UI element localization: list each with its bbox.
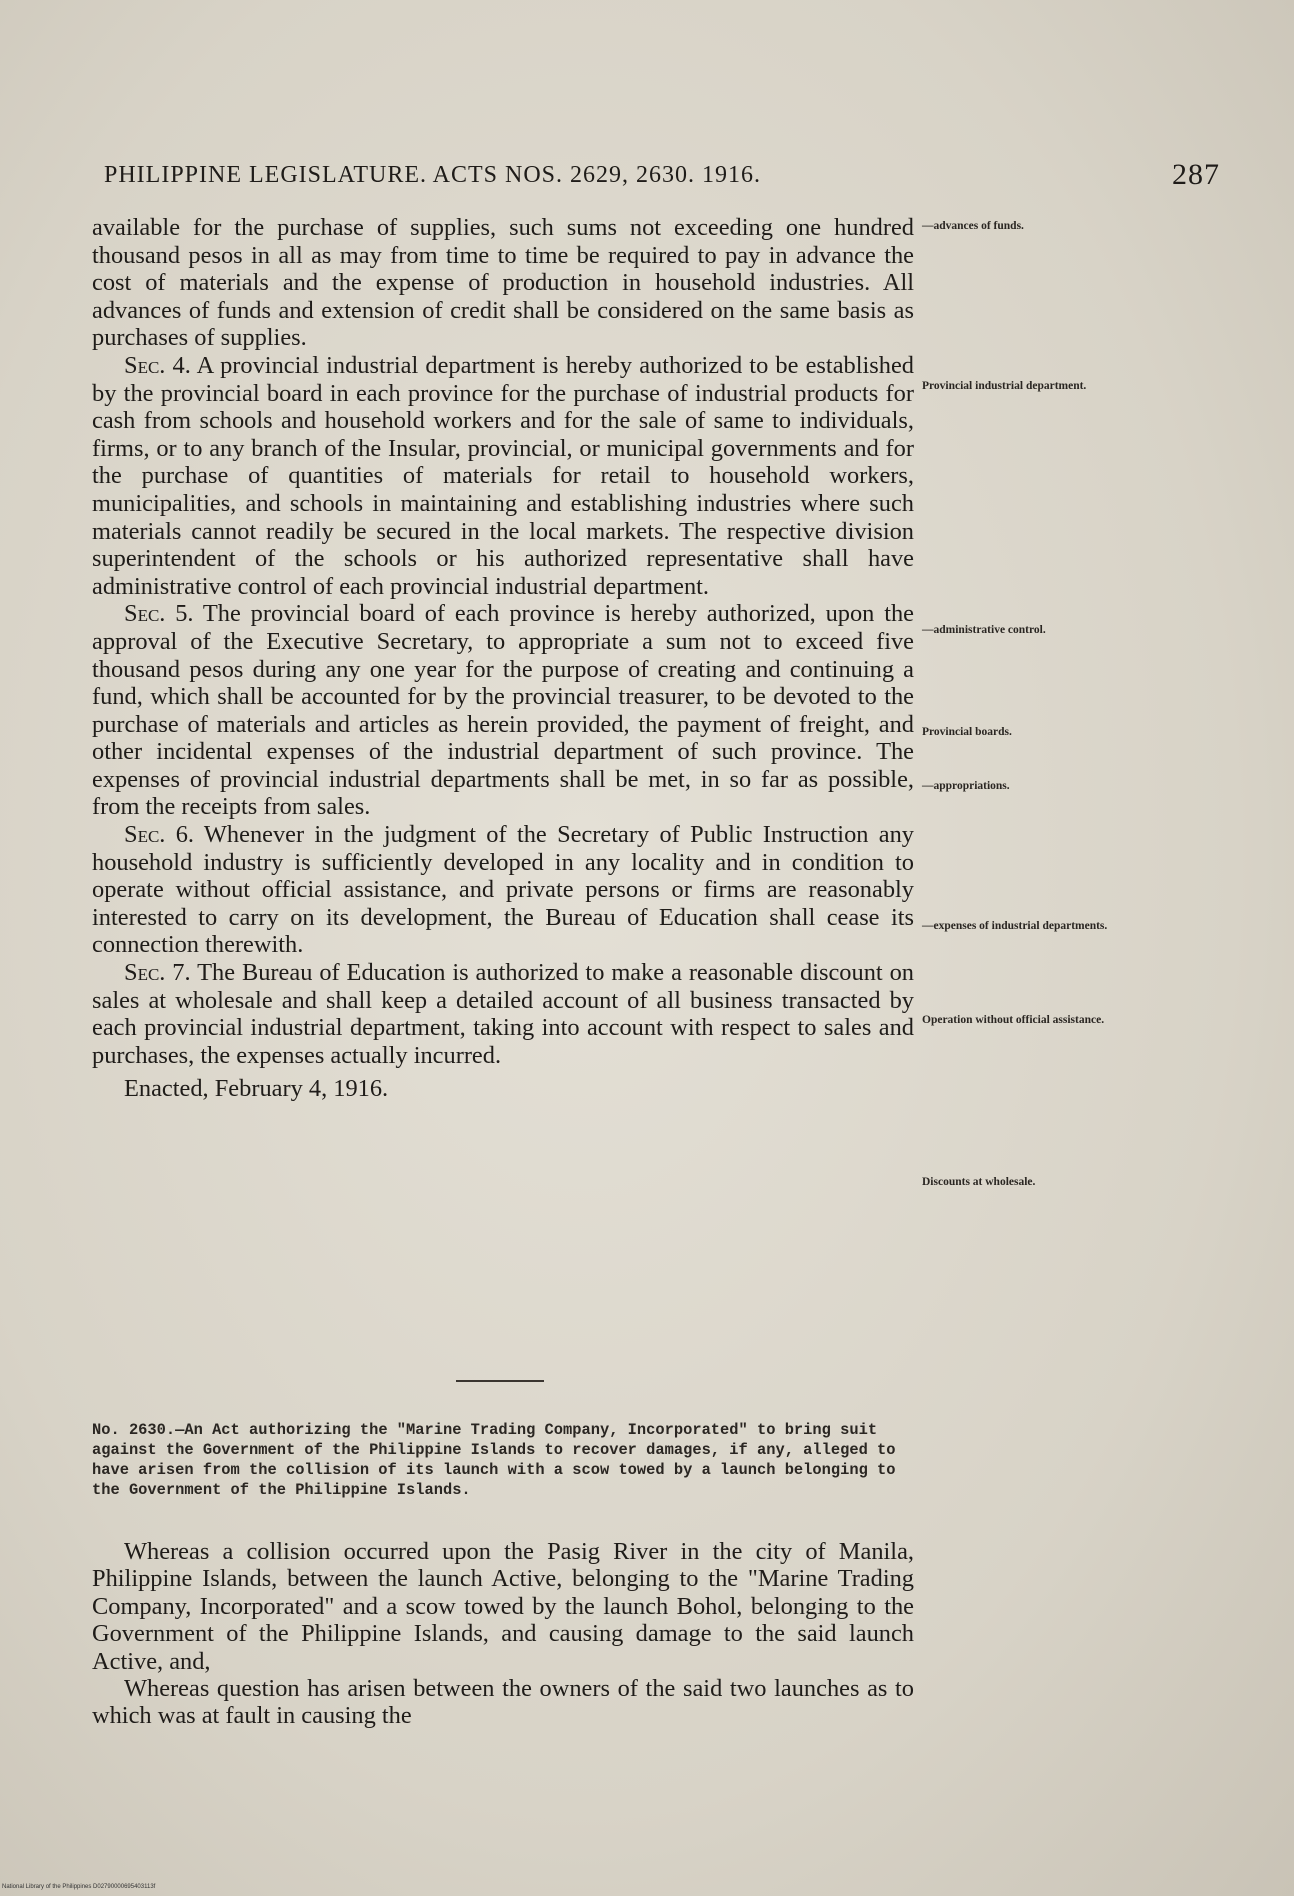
section-6-label: Sec. 6. — [124, 821, 195, 849]
page-number: 287 — [1172, 158, 1220, 191]
section-5-label: Sec. 5. — [124, 600, 194, 628]
margin-note-discounts: Discounts at wholesale. — [922, 1176, 1036, 1188]
whereas-1: Whereas a collision occurred upon the Pasig River in the city of Manila, Philippine Islands, between the launch Active, belonging to the "Marine Trading Company, Incorporated" and a scow towed by the launch Bohol, belonging to the Government of the Philippine Islands, and causing damage to the said launch Active, and, — [92, 1538, 914, 1675]
page-header — [104, 158, 1224, 198]
main-text — [92, 214, 914, 1103]
section-7-text: The Bureau of Education is authorized to make a reasonable discount on sales at wholesale and shall keep a detailed account of all business transacted by each provincial industrial department, taking into account with respect to sales and purchases, the expenses actually incurred. — [92, 959, 914, 1069]
margin-note-operation: Operation without official assistance. — [922, 1014, 1105, 1026]
section-6 — [92, 821, 914, 959]
enacted-line: Enacted, February 4, 1916. — [124, 1075, 389, 1103]
margin-note-appropriations: —appropriations. — [922, 780, 1010, 792]
margin-note-provincial-dept: Provincial industrial department. — [922, 380, 1087, 392]
margin-note-expenses: —expenses of industrial departments. — [922, 920, 1108, 932]
margin-note-admin-control: —administrative control. — [922, 624, 1046, 636]
section-4-text: A provincial industrial department is hereby authorized to be established by the provincial board in each province for the purchase of industrial products for cash from schools and household workers and for the sale of same to individuals, firms, or to any branch of the Insular, provincial, or municipal governments and for the purchase of quantities of materials for retail to household workers, municipalities, and schools in maintaining and establishing industries where such materials cannot readily be secured in the local markets. The respective division superintendent of the schools or his authorized representative shall have administrative control of each provincial industrial department. — [92, 351, 914, 600]
act-2630-preamble — [92, 1538, 914, 1730]
section-7 — [92, 959, 914, 1069]
section-7-label: Sec. 7. — [124, 959, 191, 987]
section-6-text: Whenever in the judgment of the Secretary of Public Instruction any household industry is sufficiently developed in any locality and in condition to operate without official assistance, and private persons or firms are reasonably interested to carry on its development, the Bureau of Education shall cease its connection therewith. — [92, 821, 914, 959]
section-4 — [92, 352, 914, 600]
paragraph-advances: available for the purchase of supplies, such sums not exceeding one hundred thousand pesos in all as may from time to time be required to pay in advance the cost of materials and the expense of production in household industries. All advances of funds and extension of credit shall be considered on the same basis as purchases of supplies. — [92, 214, 914, 352]
act-2630-title — [92, 1420, 928, 1500]
section-5-text: The provincial board of each province is hereby authorized, upon the approval of the Executive Secretary, to appropriate a sum not to exceed five thousand pesos during any one year for the purpose of creating and continuing a fund, which shall be accounted for by the provincial treasurer, to be devoted to the purchase of materials and articles as herein provided, the payment of freight, and other incidental expenses of the industrial department of such province. The expenses of provincial industrial departments shall be met, in so far as possible, from the receipts from sales. — [92, 600, 914, 821]
section-4-label: Sec. 4. — [124, 351, 191, 379]
margin-note-advances: —advances of funds. — [922, 220, 1024, 232]
whereas-2: Whereas question has arisen between the owners of the said two launches as to which was at fault in causing the — [92, 1675, 914, 1730]
section-5 — [92, 600, 914, 821]
running-title: PHILIPPINE LEGISLATURE. ACTS NOS. 2629, 2630. 1916. — [104, 162, 762, 188]
scan-source-footer: National Library of the Philippines D02790000695403113f — [2, 1884, 156, 1890]
margin-note-provincial-boards: Provincial boards. — [922, 726, 1012, 738]
act-number: No. 2630. — [92, 1421, 176, 1439]
act-title-text: —An Act authorizing the "Marine Trading Company, Incorporated" to bring suit against the Government of the Philippine Islands to recover damages, if any, alleged to have arisen from the collision of its launch with a scow towed by a launch belonging to the Government of the Philippine Islands. — [92, 1421, 896, 1499]
section-divider — [456, 1380, 544, 1382]
